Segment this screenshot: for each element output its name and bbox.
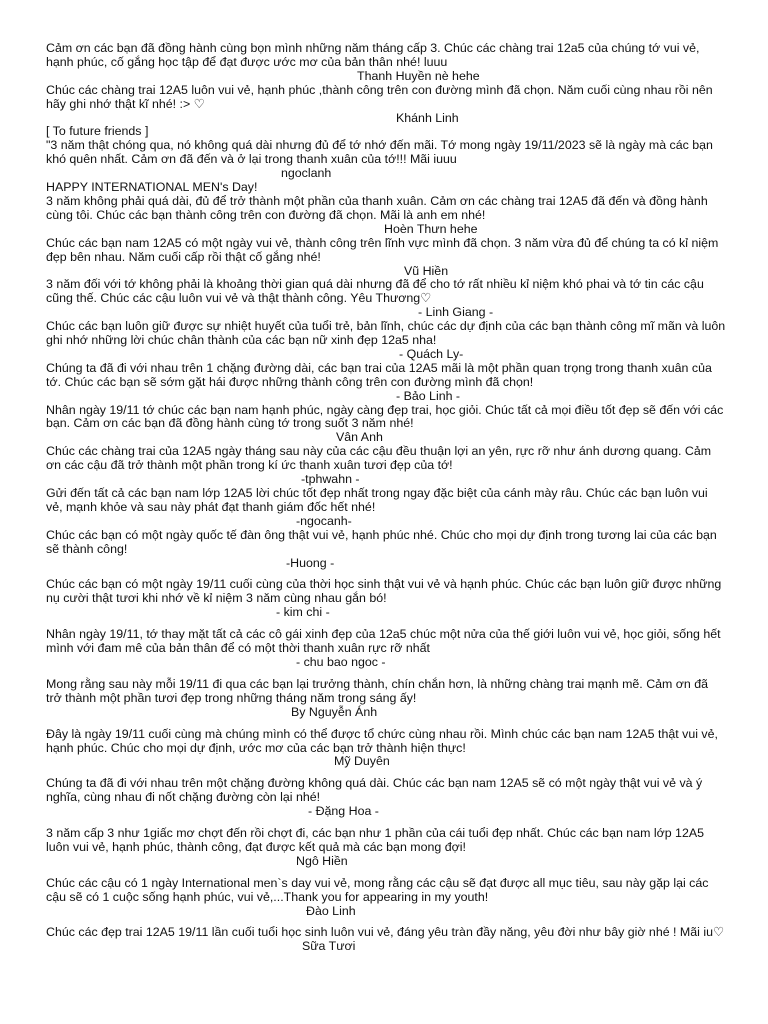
wish-message: Chúc các bạn có một ngày quốc tế đàn ông thật vui vẻ, hạnh phúc nhé. Chúc cho mọi dự định trong tương lai của các bạn sẽ thành công! xyxy=(46,527,717,556)
wish-message: Chúc các chàng trai của 12A5 ngày tháng sau này của các cậu đều thuận lợi an yên, rực rỡ như ánh dương quang. Cảm ơn các cậu đã trở thành một phần trong kí ức thanh xuân tươi đẹp của tớ! xyxy=(46,444,712,473)
wish-signature: - Bảo Linh - xyxy=(396,388,461,403)
wish-signature: Vũ Hiền xyxy=(404,263,449,278)
wish-signature: - Đặng Hoa - xyxy=(308,804,379,819)
wish-message: Đây là ngày 19/11 cuối cùng mà chúng mình có thể được tổ chức cùng nhau rồi. Mình chúc các bạn nam 12A5 thật vui vẻ, hạnh phúc. Chúc cho mọi dự định, ước mơ của các bạn trở thành hiện thực! xyxy=(46,726,718,755)
wish-signature: Thanh Huyền nè hehe xyxy=(357,68,480,83)
wish-signature: -tphwahn - xyxy=(301,472,360,487)
wish-signature: - kim chi - xyxy=(276,605,330,620)
wish-signature: - Quách Ly- xyxy=(399,346,464,361)
wish-signature: - Linh Giang - xyxy=(418,305,494,320)
wish-message: Nhân ngày 19/11 tớ chúc các bạn nam hạnh phúc, ngày càng đẹp trai, học giỏi. Chúc tất cả mọi điều tốt đẹp sẽ đến với các bạn. Cảm ơn các bạn đã đồng hành cùng tớ trong suốt 3 năm nhé! xyxy=(46,402,724,431)
wish-message: 3 năm cấp 3 như 1giấc mơ chợt đến rồi chợt đi, các bạn như 1 phần của cái tuổi đẹp nhất. Chúc các bạn nam lớp 12A5 luôn vui vẻ, hạnh phúc, thành công, đạt được kết quả mà các bạn mong đợi! xyxy=(46,826,704,854)
wish-signature: Đào Linh xyxy=(306,903,356,918)
wish-signature: Sữa Tươi xyxy=(302,939,356,954)
wish-message: [ To future friends ] "3 năm thật chóng qua, nó không quá dài nhưng đủ để tớ nhớ đến mãi. Tớ mong ngày 19/11/2023 sẽ là ngày mà các bạn khó quên nhất. Cảm ơn đã đến và ở lại trong thanh xuân của tớ!!! Mãi iuuu xyxy=(46,124,713,167)
wish-message: Gửi đến tất cả các bạn nam lớp 12A5 lời chúc tốt đẹp nhất trong ngay đặc biệt của cánh mày râu. Chúc các bạn luôn vui vẻ, mạnh khỏe và sau này phát đạt thanh giám đốc hết nhé! xyxy=(46,486,708,514)
document-page xyxy=(46,42,726,954)
wish-signature: Khánh Linh xyxy=(396,110,459,125)
wish-signature: Hoèn Thưn hehe xyxy=(384,221,478,236)
wish-signature: - chu bao ngoc - xyxy=(296,654,386,669)
wish-message: Chúc các chàng trai 12A5 luôn vui vẻ, hạnh phúc ,thành công trên con đường mình đã chọn. Năm cuối cùng nhau rồi nên hãy ghi nhớ thật kĩ nhé! :> ♡ xyxy=(46,82,713,111)
wish-signature: By Nguyễn Ánh xyxy=(291,704,378,719)
wish-message: Mong rằng sau này mỗi 19/11 đi qua các bạn lại trưởng thành, chín chắn hơn, là những chàng trai mạnh mẽ. Cảm ơn đã trở thành một phần tươi đẹp trong những tháng năm trong sáng ấy! xyxy=(46,676,709,705)
wish-signature: Mỹ Duyên xyxy=(334,754,390,769)
wish-message: Chúc các đẹp trai 12A5 19/11 lần cuối tuổi học sinh luôn vui vẻ, đáng yêu tràn đầy năng, yêu đời như bây giờ nhé ! Mãi iu♡ xyxy=(46,925,725,940)
wish-message: Cảm ơn các bạn đã đồng hành cùng bọn mình những năm tháng cấp 3. Chúc các chàng trai 12a5 của chúng tớ vui vẻ, hạnh phúc, cố gắng học tập để đạt được ước mơ của bản thân nhé! luuu xyxy=(46,41,700,69)
wish-message: Chúc các bạn có một ngày 19/11 cuối cùng của thời học sinh thật vui vẻ và hạnh phúc. Chúc các bạn luôn giữ được những nụ cười thật tươi khi nhớ về kỉ niệm 3 năm cùng nhau gắn bó! xyxy=(46,577,722,606)
wish-message: Chúng ta đã đi với nhau trên 1 chặng đường dài, các bạn trai của 12A5 mãi là một phần quan trọng trong thanh xuân của tớ. Chúc các bạn sẽ sớm gặt hái được những thành công trên con đường mình đã chọn! xyxy=(46,360,712,389)
wish-signature: Ngô Hiền xyxy=(296,853,348,868)
wish-message: Chúng ta đã đi với nhau trên một chặng đường không quá dài. Chúc các bạn nam 12A5 sẽ có một ngày thật vui vẻ và ý nghĩa, cùng nhau đi nốt chặng đường còn lại nhé! xyxy=(46,776,703,805)
wish-message: Nhân ngày 19/11, tớ thay mặt tất cả các cô gái xinh đẹp của 12a5 chúc một nửa của thế giới luôn vui vẻ, học giỏi, sống hết mình với đam mê của bản thân để có một thời thanh xuân rực rỡ nhất xyxy=(46,627,721,656)
wish-signature: ngoclanh xyxy=(281,166,332,181)
wish-message: Chúc các bạn nam 12A5 có một ngày vui vẻ, thành công trên lĩnh vực mình đã chọn. 3 năm vừa đủ để chúng ta có kỉ niệm đẹp bên nhau. Năm cuối cấp rồi thật cố gắng nhé! xyxy=(46,235,719,264)
wish-signature: -Huong - xyxy=(286,555,335,570)
wish-message: Chúc các cậu có 1 ngày International men`s day vui vẻ, mong rằng các cậu sẽ đạt được all mục tiêu, sau này gặp lại các cậu sẽ có 1 cuộc sống hạnh phúc, vui vẻ,...Thank you for appearing in my youth! xyxy=(46,875,709,904)
wish-message: Chúc các bạn luôn giữ được sự nhiệt huyết của tuổi trẻ, bản lĩnh, chúc các dự định của các bạn thành công mĩ mãn và luôn ghi nhớ những lời chúc chân thành của các bạn nữ xinh đẹp 12a5 nha! xyxy=(46,319,726,348)
wish-signature: Vân Anh xyxy=(336,430,383,445)
wish-message: HAPPY INTERNATIONAL MEN's Day! 3 năm không phải quá dài, đủ để trở thành một phần của thanh xuân. Cảm ơn các chàng trai 12A5 đã đến và đồng hành cùng tôi. Chúc các bạn thành công trên con đường đã chọn. Mãi là anh em nhé! xyxy=(46,180,708,222)
wish-signature: -ngocanh- xyxy=(296,513,352,528)
wish-message: 3 năm đối với tớ không phải là khoảng thời gian quá dài nhưng đã để cho tớ rất nhiều kỉ niệm khó phai và tớ tin các cậu cũng thế. Chúc các cậu luôn vui vẻ và thật thành công. Yêu Thương♡ xyxy=(46,277,704,306)
